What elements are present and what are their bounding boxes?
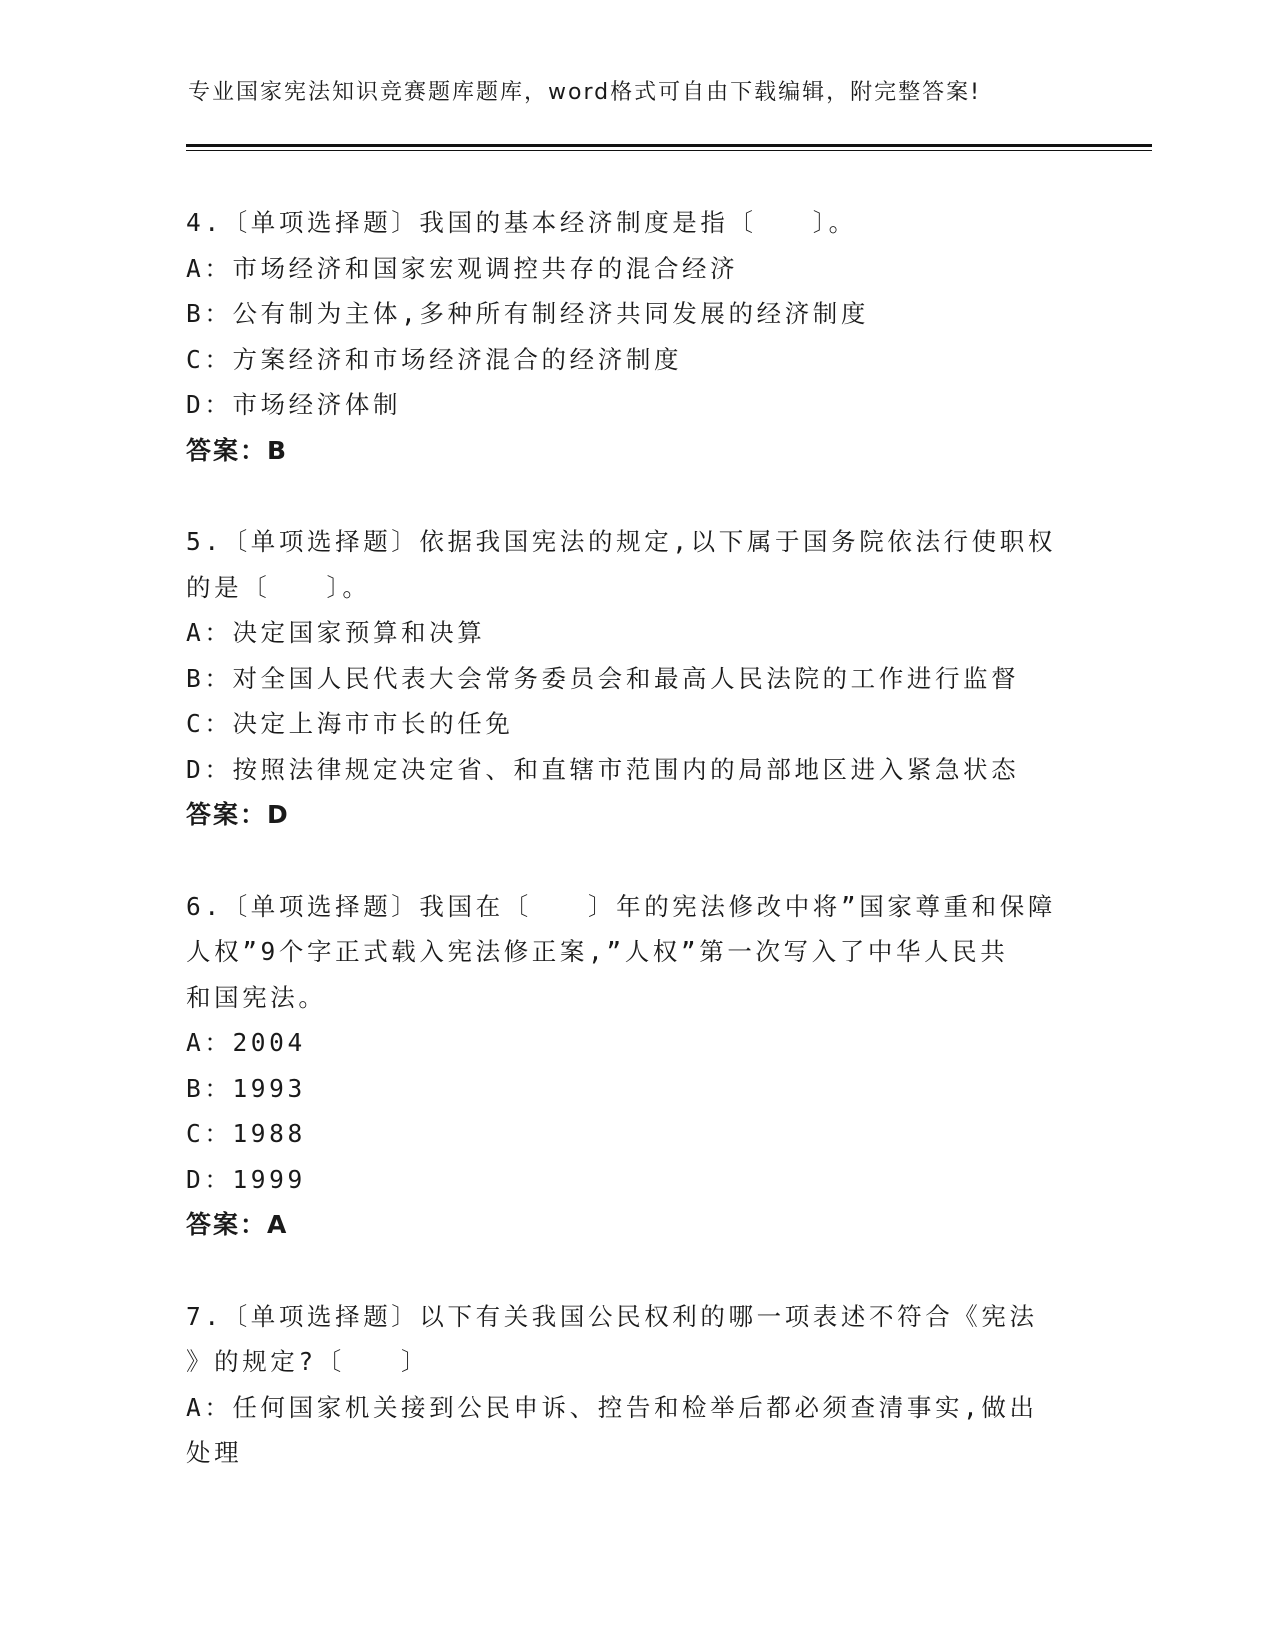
question-stem-continued: 和国宪法。 [186, 982, 327, 1012]
option-a: A：2004 [186, 1028, 306, 1057]
option-a: A：任何国家机关接到公民申诉、控告和检举后都必须查清事实,做出 [186, 1392, 1038, 1422]
option-a-continued: 处理 [186, 1438, 243, 1467]
question-4 [186, 200, 1086, 473]
question-stem-continued: 》的规定?〔 〕 [186, 1347, 430, 1376]
answer-line: 答案：B [186, 435, 289, 465]
option-c: C：决定上海市市长的任免 [186, 709, 514, 738]
option-a: A：市场经济和国家宏观调控共存的混合经济 [186, 253, 739, 283]
question-stem: 7.〔单项选择题〕以下有关我国公民权利的哪一项表述不符合《宪法 [186, 1301, 1038, 1331]
question-stem-continued: 的是〔 〕。 [186, 572, 371, 602]
question-stem: 5.〔单项选择题〕依据我国宪法的规定,以下属于国务院依法行使职权 [186, 527, 1056, 556]
option-b: B：对全国人民代表大会常务委员会和最高人民法院的工作进行监督 [186, 663, 1020, 693]
option-d: D：市场经济体制 [186, 390, 402, 419]
question-stem: 6.〔单项选择题〕我国在〔 〕年的宪法修改中将”国家尊重和保障 [186, 891, 1056, 921]
question-stem-continued: 人权”9个字正式载入宪法修正案,”人权”第一次写入了中华人民共 [186, 937, 1009, 966]
option-a: A：决定国家预算和决算 [186, 618, 486, 647]
question-5 [186, 519, 1086, 838]
header-rule-thin [186, 150, 1152, 151]
option-b: B：1993 [186, 1073, 306, 1103]
page-header: 专业国家宪法知识竞赛题库题库，word格式可自由下载编辑，附完整答案! [188, 80, 981, 105]
question-6 [186, 884, 1086, 1248]
option-d: D：1999 [186, 1164, 306, 1194]
answer-line: 答案：D [186, 800, 290, 829]
option-b: B：公有制为主体,多种所有制经济共同发展的经济制度 [186, 299, 869, 328]
option-d: D：按照法律规定决定省、和直辖市范围内的局部地区进入紧急状态 [186, 754, 1020, 784]
answer-line: 答案：A [186, 1210, 289, 1239]
question-7 [186, 1294, 1086, 1476]
option-c: C：1988 [186, 1119, 306, 1148]
question-stem: 4.〔单项选择题〕我国的基本经济制度是指〔 〕。 [186, 208, 857, 237]
option-c: C：方案经济和市场经济混合的经济制度 [186, 344, 683, 374]
header-rule-thick [186, 144, 1152, 147]
question-list [186, 200, 1086, 1522]
